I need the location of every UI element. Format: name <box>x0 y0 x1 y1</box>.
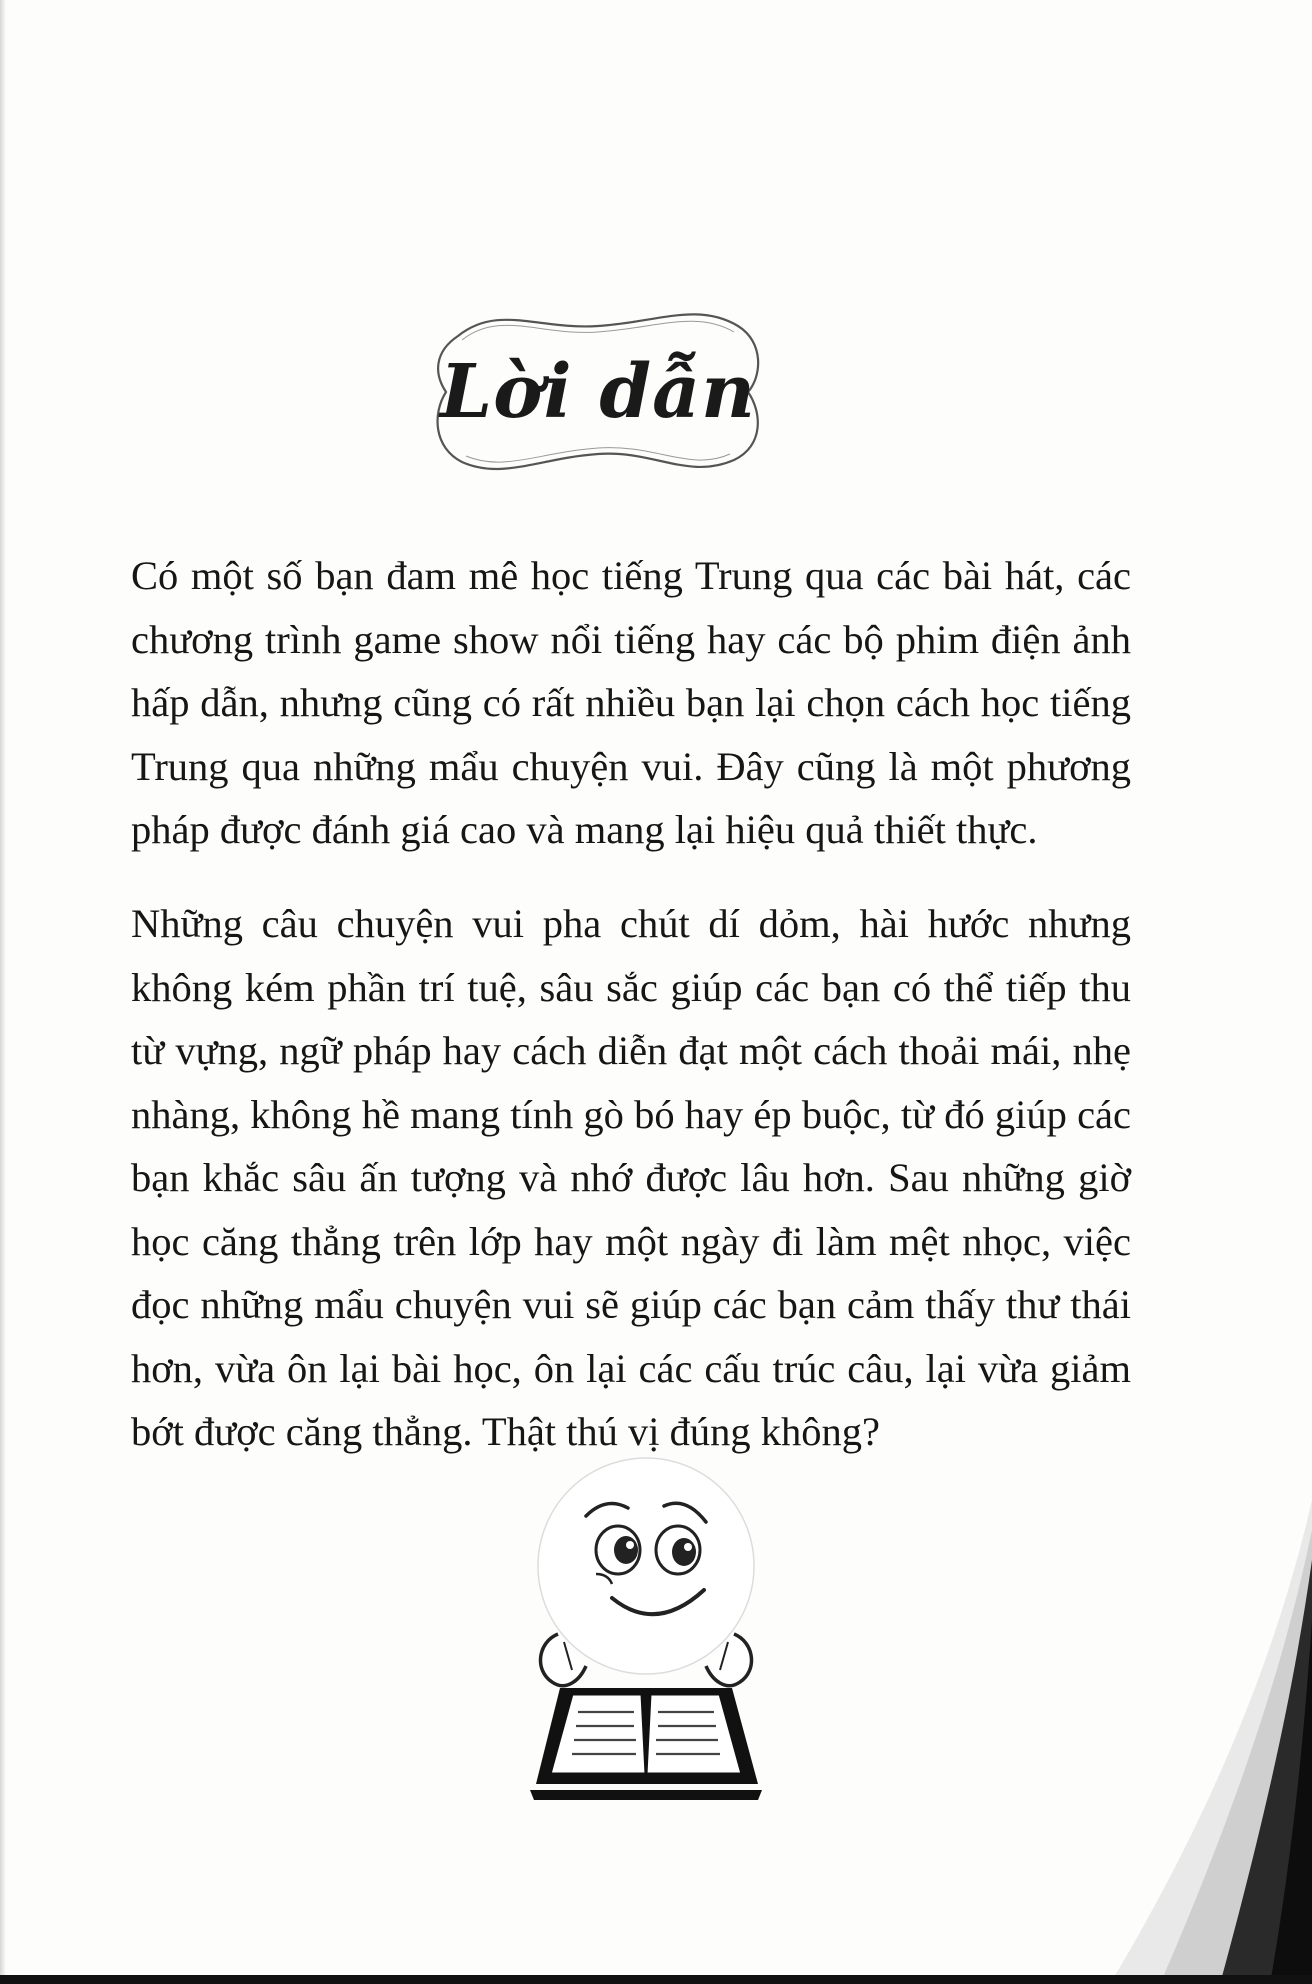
page-binding-edge <box>0 0 6 1984</box>
intro-paragraph-1: Có một số bạn đam mê học tiếng Trung qua các bài hát, các chương trình game show nổi tiếng hay các bộ phim điện ảnh hấp dẫn, nhưng cũng có rất nhiều bạn lại chọn cách học tiếng Trung qua những mẩu chuyện vui. Đây cũng là một phương pháp được đánh giá cao và mang lại hiệu quả thiết thực. <box>131 553 1131 852</box>
smiley-reading-book-icon <box>516 1456 776 1810</box>
intro-paragraph-2: Những câu chuyện vui pha chút dí dỏm, hài hước nhưng không kém phần trí tuệ, sâu sắc giúp các bạn có thể tiếp thu từ vựng, ngữ pháp hay cách diễn đạt một cách thoải mái, nhẹ nhàng, không hề mang tính gò bó hay ép buộc, từ đó giúp các bạn khắc sâu ấn tượng và nhớ được lâu hơn. Sau những giờ học căng thẳng trên lớp hay một ngày đi làm mệt nhọc, việc đọc những mẩu chuyện vui sẽ giúp các bạn cảm thấy thư thái hơn, vừa ôn lại bài học, ôn lại các cấu trúc câu, lại vừa giảm bớt được căng thẳng. Thật thú vị đúng không? <box>131 901 1131 1454</box>
page-title: Lời dẫn <box>440 349 756 435</box>
title-frame <box>428 296 768 482</box>
